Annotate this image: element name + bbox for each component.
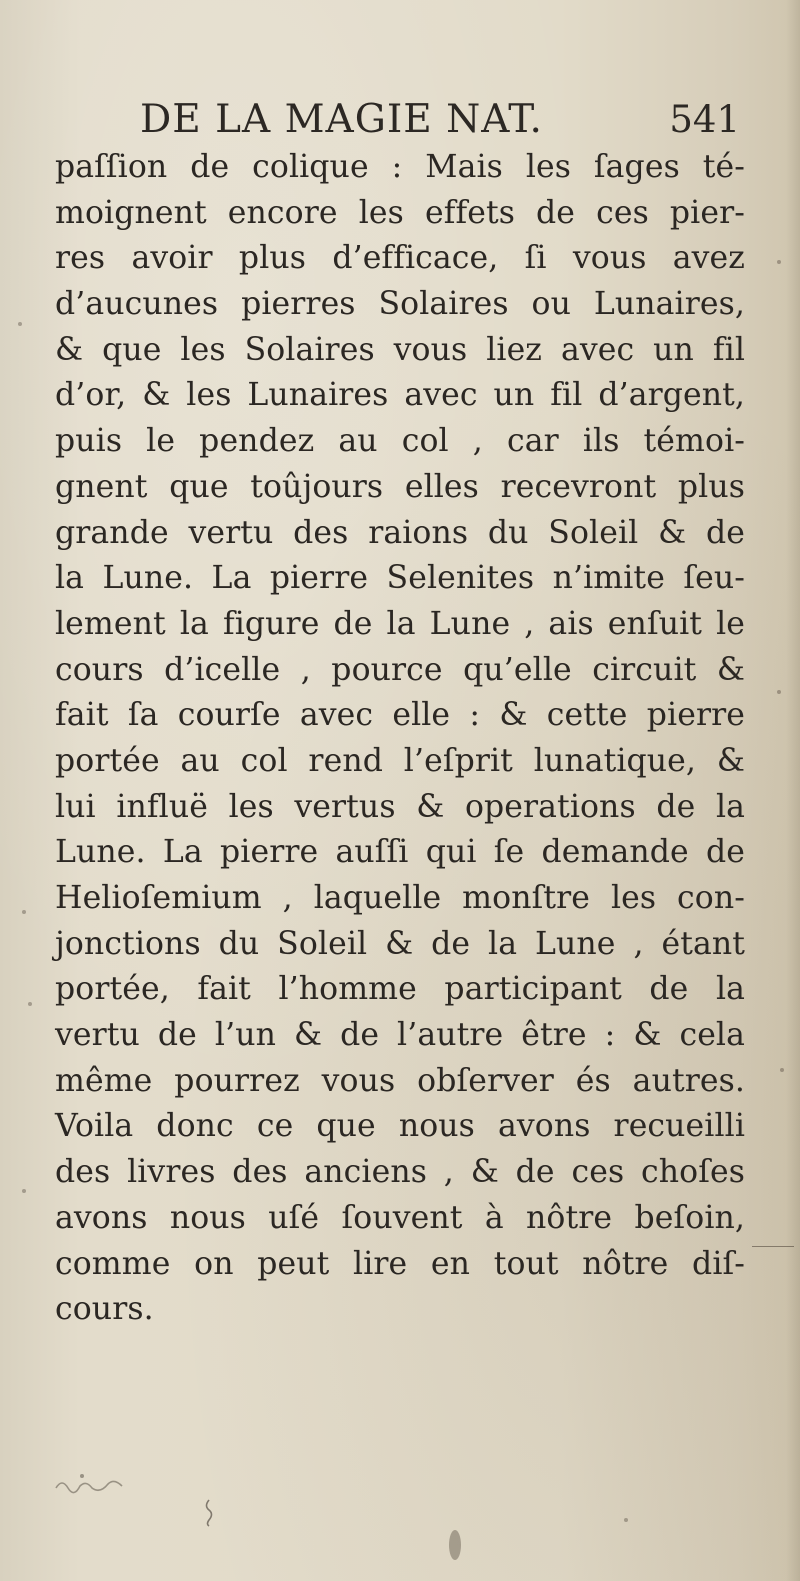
text-line: vertu de l’un & de l’autre être : & cela	[55, 1017, 745, 1054]
text-line: Helioſemium , laquelle monſtre les con-	[55, 880, 745, 916]
text-line: Voila donc ce que nous avons recueilli	[55, 1108, 745, 1145]
ink-speck	[780, 1068, 784, 1072]
running-title: DE LA MAGIE NAT.	[140, 97, 543, 142]
page-edge-shadow	[786, 0, 800, 1581]
text-line: moignent encore les effets de ces pier-	[55, 194, 745, 231]
ink-blot	[447, 1528, 463, 1562]
text-line: la Lune. La pierre Selenites n’imite ſeu-	[55, 560, 745, 597]
text-line: portée au col rend l’eſprit lunatique, &	[55, 742, 745, 779]
body-text	[55, 145, 745, 1333]
text-line: gnent que toûjours elles recevront plus	[55, 468, 745, 505]
running-head	[140, 92, 740, 148]
ink-speck	[624, 1518, 628, 1522]
text-line: puis le pendez au col , car ils témoi-	[55, 423, 745, 460]
ink-speck	[28, 1002, 32, 1006]
text-line: avons nous uſé ſouvent à nôtre beſoin,	[55, 1199, 745, 1236]
text-line: res avoir plus d’efficace, ſi vous avez	[55, 240, 745, 277]
text-line: cours.	[55, 1291, 154, 1328]
text-line: & que les Solaires vous liez avec un fil	[55, 331, 745, 368]
text-line: portée, fait l’homme participant de la	[55, 971, 745, 1008]
text-line: lement la figure de la Lune , ais enſuit le	[55, 605, 745, 642]
ink-speck	[22, 910, 26, 914]
text-line: d’or, & les Lunaires avec un fil d’argent,	[55, 377, 745, 414]
text-line: jonctions du Soleil & de la Lune , étant	[55, 925, 745, 962]
text-line: paſſion de colique : Mais les ſages té-	[55, 149, 745, 185]
ink-speck	[777, 260, 781, 264]
text-line: fait ſa courſe avec elle : & cette pierre	[55, 697, 745, 734]
text-line: grande vertu des raions du Soleil & de	[55, 514, 745, 551]
text-line: comme on peut lire en tout nôtre diſ-	[55, 1245, 745, 1282]
text-line: d’aucunes pierres Solaires ou Lunaires,	[55, 286, 745, 323]
ink-speck	[18, 322, 22, 326]
text-line: Lune. La pierre auſſi qui ſe demande de	[55, 834, 745, 871]
margin-rule	[752, 1246, 794, 1247]
small-mark	[202, 1498, 216, 1528]
text-line: cours d’icelle , pource qu’elle circuit &	[55, 651, 745, 688]
text-line: lui influë les vertus & operations de la	[55, 788, 745, 825]
page-number: 541	[669, 98, 740, 141]
text-line: des livres des anciens , & de ces choſes	[55, 1154, 745, 1191]
ink-scribble	[52, 1470, 132, 1500]
text-line: même pourrez vous obſerver és autres.	[55, 1062, 745, 1099]
ink-speck	[22, 1189, 26, 1193]
ink-speck	[777, 690, 781, 694]
